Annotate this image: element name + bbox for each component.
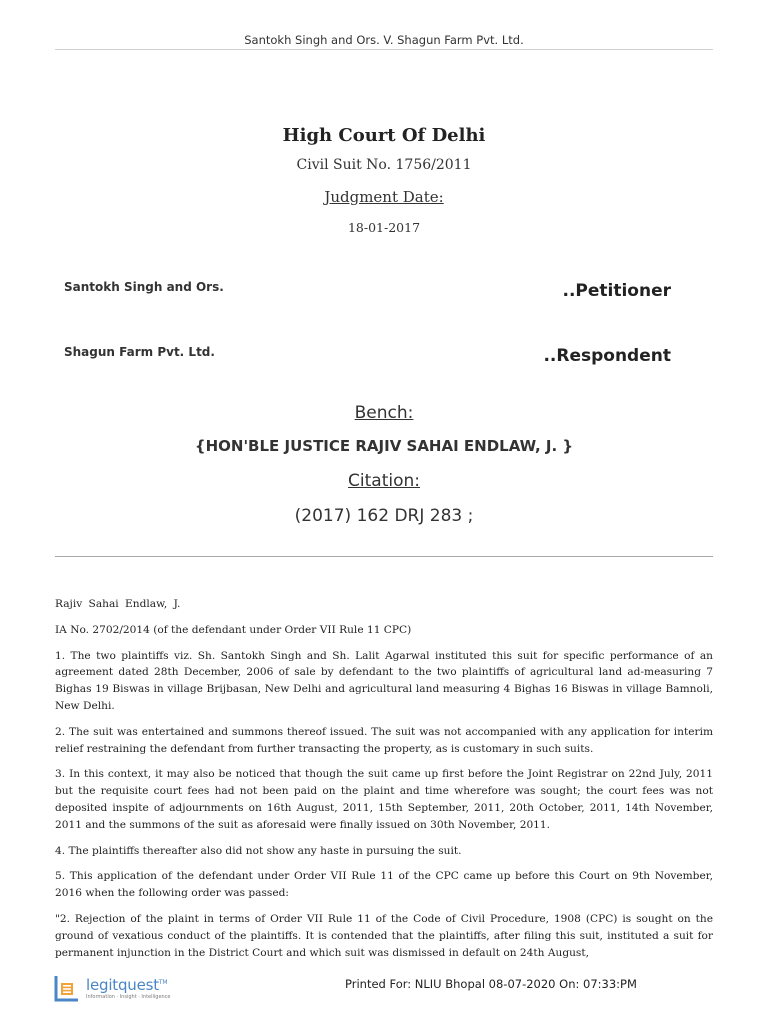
paragraph-4: 4. The plaintiffs thereafter also did not show any haste in pursuing the suit.: [55, 844, 462, 857]
bench-label: Bench:: [354, 403, 414, 423]
legitquest-logo-icon: [54, 974, 80, 1002]
suit-number: Civil Suit No. 1756/2011: [296, 157, 472, 173]
logo-wordmark: legitquest™: [86, 976, 168, 994]
judgment-date-label: Judgment Date:: [324, 188, 444, 206]
logo-tagline: Information · Insight · Intelligence: [86, 994, 171, 1000]
printed-for: Printed For: NLIU Bhopal 08-07-2020 On: 07:33:PM: [345, 977, 637, 991]
ia-line: IA No. 2702/2014 (of the defendant under Order VII Rule 11 CPC): [55, 623, 412, 636]
respondent-name: Shagun Farm Pvt. Ltd.: [64, 345, 215, 359]
legitquest-logo[interactable]: [54, 974, 194, 1006]
paragraph-6: "2. Rejection of the plaint in terms of Order VII Rule 11 of the Code of Civil Procedure, 1908 (CPC) is sought on the ground of vexatious conduct of the plaintiffs. It is contended that the plaintiffs, after filing this suit, instituted a suit for permanent injunction in the District Court and which suit was dismissed in default on 24th August,: [55, 912, 713, 959]
judgment-body: [55, 596, 713, 970]
header-divider: [55, 49, 713, 50]
running-header: Santokh Singh and Ors. V. Shagun Farm Pvt. Ltd.: [244, 33, 524, 47]
bench-value: {HON'BLE JUSTICE RAJIV SAHAI ENDLAW, J. }: [194, 437, 574, 455]
paragraph-5: 5. This application of the defendant under Order VII Rule 11 of the CPC came up before this Court on 9th November, 2016 when the following order was passed:: [55, 870, 713, 900]
petitioner-role: ..Petitioner: [562, 281, 671, 301]
petitioner-name: Santokh Singh and Ors.: [64, 280, 224, 294]
respondent-role: ..Respondent: [543, 346, 671, 366]
paragraph-1: 1. The two plaintiffs viz. Sh. Santokh Singh and Sh. Lalit Agarwal instituted this suit for specific performance of an agreement dated 28th December, 2006 of sale by defendant to the two plaintiffs of agricultural land ad-measuring 7 Bighas 19 Biswas in village Brijbasan, New Delhi and agricultural land measuring 4 Bighas 16 Biswas in village Bamnoli, New Delhi.: [55, 649, 713, 712]
citation-label: Citation:: [348, 471, 420, 491]
judgment-date: 18-01-2017: [347, 220, 421, 235]
judge-name: Rajiv Sahai Endlaw, J.: [55, 598, 181, 610]
paragraph-2: 2. The suit was entertained and summons thereof issued. The suit was not accompanied with any application for interim relief restraining the defendant from further transacting the property, as is customary in such suits.: [55, 725, 713, 755]
paragraph-3: 3. In this context, it may also be noticed that though the suit came up first before the Joint Registrar on 22nd July, 2011 but the requisite court fees had not been paid on the plaint and time wherefore was sought; the court fees was not deposited inspite of adjournments on 16th August, 2011, 15th September, 2011, 20th October, 2011, 14th November, 2011 and the summons of the suit as aforesaid were finally issued on 30th November, 2011.: [55, 768, 713, 831]
citation-value: (2017) 162 DRJ 283 ;: [294, 506, 474, 526]
court-title: High Court Of Delhi: [282, 125, 486, 146]
section-divider: [55, 556, 713, 557]
